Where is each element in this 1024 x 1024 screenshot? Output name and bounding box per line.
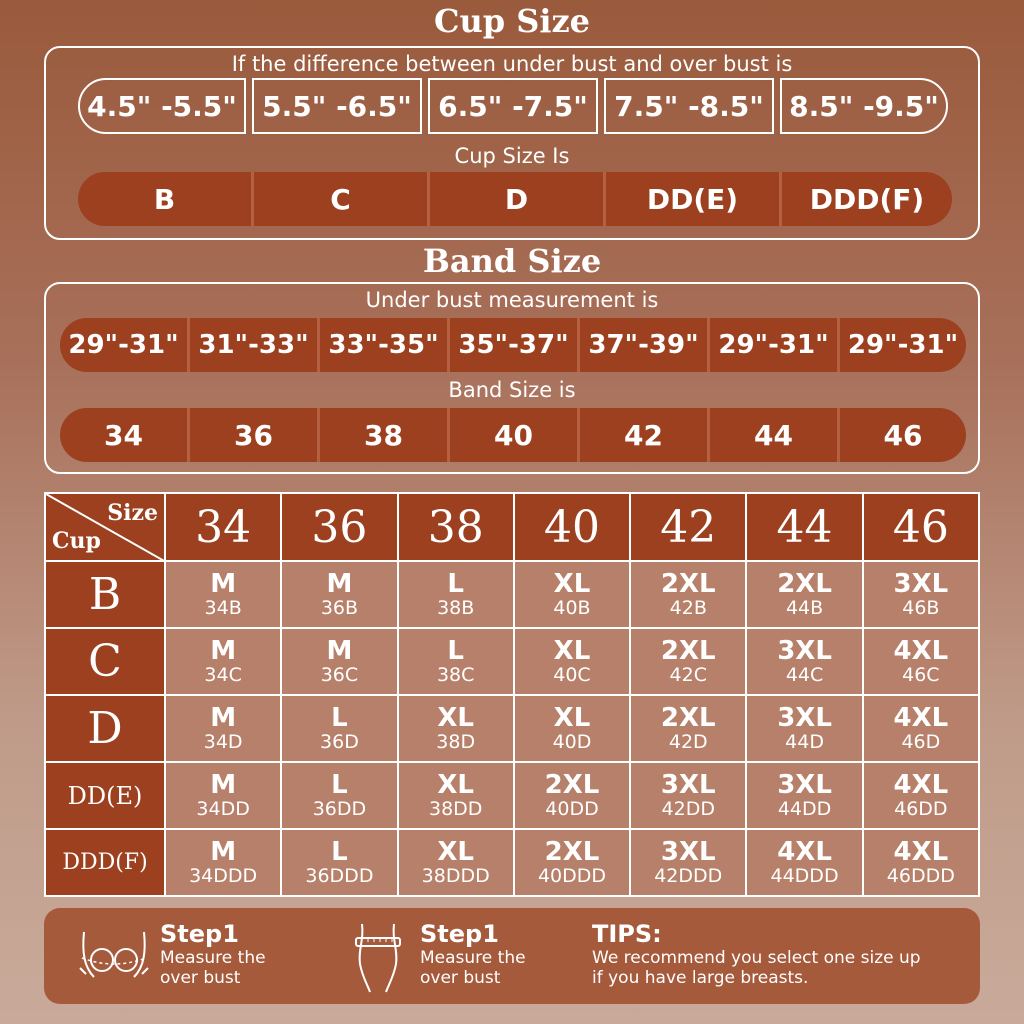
size-cell bbox=[165, 695, 281, 762]
size-cell bbox=[514, 561, 630, 628]
step-title: Step1 bbox=[420, 920, 499, 948]
column-header: 46 bbox=[863, 493, 979, 561]
size-cell bbox=[863, 695, 979, 762]
size-cell bbox=[281, 695, 397, 762]
waist-measure-icon bbox=[348, 920, 408, 994]
size-code: 38DD bbox=[428, 797, 483, 820]
band-range-4: 35"-37" bbox=[450, 318, 580, 372]
size-letter: L bbox=[331, 702, 348, 733]
band-range-7: 29"-31" bbox=[840, 318, 966, 372]
band-chip-38: 38 bbox=[320, 408, 450, 462]
size-cell bbox=[514, 762, 630, 829]
size-letter: 3XL bbox=[777, 635, 832, 666]
size-cell bbox=[514, 628, 630, 695]
cup-range-5: 8.5" -9.5" bbox=[780, 78, 948, 134]
cup-range-row bbox=[78, 78, 948, 134]
size-code: 40B bbox=[553, 596, 591, 619]
size-cell bbox=[746, 829, 862, 896]
step-text-line: Measure the bbox=[160, 948, 266, 968]
step-text-line: over bust bbox=[420, 968, 501, 988]
size-code: 38B bbox=[437, 596, 475, 619]
row-cup-label: DDD(F) bbox=[45, 829, 165, 896]
cup-size-result-label: Cup Size Is bbox=[454, 144, 570, 168]
size-cell bbox=[398, 561, 514, 628]
size-cell bbox=[863, 762, 979, 829]
bust-measure-icon bbox=[74, 922, 154, 992]
column-header: 44 bbox=[746, 493, 862, 561]
step-text-line: over bust bbox=[160, 968, 241, 988]
size-code: 46DD bbox=[894, 797, 948, 820]
size-letter: M bbox=[210, 769, 237, 800]
size-cell bbox=[281, 628, 397, 695]
cup-range-1: 4.5" -5.5" bbox=[78, 78, 246, 134]
size-code: 46C bbox=[902, 663, 940, 686]
band-size-result-label: Band Size is bbox=[448, 378, 576, 402]
column-header: 38 bbox=[398, 493, 514, 561]
band-size-intro: Under bust measurement is bbox=[365, 288, 659, 312]
table-corner-cell bbox=[45, 493, 165, 561]
size-letter: 2XL bbox=[777, 568, 832, 599]
size-letter: XL bbox=[553, 702, 591, 733]
cup-range-3: 6.5" -7.5" bbox=[428, 78, 598, 134]
size-code: 42DDD bbox=[654, 864, 723, 887]
size-code: 40D bbox=[552, 730, 592, 753]
size-letter: L bbox=[331, 836, 348, 867]
band-range-1: 29"-31" bbox=[60, 318, 190, 372]
size-letter: L bbox=[447, 635, 464, 666]
tips-title: TIPS: bbox=[592, 920, 662, 948]
size-cell bbox=[398, 762, 514, 829]
size-cell bbox=[398, 829, 514, 896]
tips-text-line: We recommend you select one size up bbox=[592, 948, 921, 968]
size-code: 38C bbox=[436, 663, 475, 686]
table-row bbox=[45, 695, 979, 762]
size-letter: 4XL bbox=[777, 836, 832, 867]
cup-chip-b: B bbox=[78, 172, 254, 226]
size-cell bbox=[398, 628, 514, 695]
size-letter: 2XL bbox=[660, 702, 716, 733]
size-code: 40DD bbox=[545, 797, 599, 820]
size-chart-table bbox=[44, 492, 980, 897]
size-cell bbox=[281, 829, 397, 896]
cup-chip-dd: DD(E) bbox=[606, 172, 782, 226]
size-letter: M bbox=[210, 635, 237, 666]
size-cell bbox=[165, 762, 281, 829]
size-letter: 4XL bbox=[893, 836, 949, 867]
band-size-title: Band Size bbox=[422, 242, 602, 280]
size-code: 36B bbox=[320, 596, 359, 619]
size-code: 46B bbox=[902, 596, 940, 619]
size-code: 34C bbox=[204, 663, 242, 686]
size-code: 40C bbox=[553, 663, 591, 686]
size-letter: M bbox=[210, 702, 237, 733]
size-cell bbox=[165, 561, 281, 628]
size-cell bbox=[630, 561, 746, 628]
size-letter: 3XL bbox=[777, 702, 832, 733]
size-cell bbox=[746, 561, 862, 628]
size-letter: 3XL bbox=[777, 769, 832, 800]
size-letter: M bbox=[326, 568, 353, 599]
table-header-row bbox=[45, 493, 979, 561]
size-letter: M bbox=[210, 836, 237, 867]
size-letter: 4XL bbox=[893, 635, 949, 666]
table-row bbox=[45, 762, 979, 829]
size-cell bbox=[281, 762, 397, 829]
size-cell bbox=[398, 695, 514, 762]
step-title: Step1 bbox=[160, 920, 239, 948]
size-letter: 2XL bbox=[660, 635, 716, 666]
band-chip-44: 44 bbox=[710, 408, 840, 462]
band-range-3: 33"-35" bbox=[320, 318, 450, 372]
cup-result-row bbox=[78, 172, 952, 226]
size-letter: 4XL bbox=[893, 702, 949, 733]
size-cell bbox=[165, 829, 281, 896]
row-cup-label: D bbox=[45, 695, 165, 762]
column-header: 40 bbox=[514, 493, 630, 561]
cup-range-2: 5.5" -6.5" bbox=[252, 78, 422, 134]
table-body bbox=[45, 561, 979, 896]
band-chip-46: 46 bbox=[840, 408, 966, 462]
size-code: 34DD bbox=[196, 797, 250, 820]
size-cell bbox=[630, 762, 746, 829]
cup-size-panel bbox=[44, 46, 980, 240]
size-letter: 3XL bbox=[660, 769, 716, 800]
corner-size-label: Size bbox=[107, 500, 158, 526]
band-chip-40: 40 bbox=[450, 408, 580, 462]
corner-cup-label: Cup bbox=[52, 528, 101, 554]
size-cell bbox=[514, 829, 630, 896]
size-code: 46DDD bbox=[886, 864, 955, 887]
size-cell bbox=[630, 829, 746, 896]
tips-text-line: if you have large breasts. bbox=[592, 968, 809, 988]
size-letter: M bbox=[210, 568, 237, 599]
tips-block bbox=[592, 920, 921, 988]
band-range-6: 29"-31" bbox=[710, 318, 840, 372]
size-letter: XL bbox=[553, 568, 591, 599]
size-cell bbox=[165, 628, 281, 695]
column-header: 34 bbox=[165, 493, 281, 561]
size-cell bbox=[281, 561, 397, 628]
size-cell bbox=[863, 628, 979, 695]
size-letter: 2XL bbox=[544, 769, 600, 800]
table-row bbox=[45, 829, 979, 896]
band-chip-34: 34 bbox=[60, 408, 190, 462]
step-text-line: Measure the bbox=[420, 948, 526, 968]
size-letter: L bbox=[447, 568, 464, 599]
band-chip-36: 36 bbox=[190, 408, 320, 462]
size-code: 44D bbox=[785, 730, 824, 753]
table-row bbox=[45, 561, 979, 628]
step-over-bust-a bbox=[160, 920, 266, 988]
size-cell bbox=[746, 695, 862, 762]
size-code: 44DD bbox=[777, 797, 832, 820]
size-code: 38D bbox=[436, 730, 476, 753]
step-over-bust-b bbox=[420, 920, 526, 988]
size-cell bbox=[746, 628, 862, 695]
cup-chip-d: D bbox=[430, 172, 606, 226]
size-code: 36C bbox=[320, 663, 359, 686]
size-letter: 2XL bbox=[660, 568, 716, 599]
size-code: 44B bbox=[785, 596, 824, 619]
row-cup-label: DD(E) bbox=[45, 762, 165, 829]
size-letter: 3XL bbox=[660, 836, 716, 867]
size-code: 42DD bbox=[661, 797, 715, 820]
size-code: 40DDD bbox=[537, 864, 607, 887]
band-range-row bbox=[60, 318, 966, 372]
row-cup-label: C bbox=[45, 628, 165, 695]
size-letter: 3XL bbox=[893, 568, 949, 599]
size-code: 34D bbox=[203, 730, 243, 753]
cup-size-title: Cup Size bbox=[433, 2, 591, 40]
size-letter: M bbox=[326, 635, 353, 666]
cup-chip-c: C bbox=[254, 172, 430, 226]
cup-chip-ddd: DDD(F) bbox=[782, 172, 952, 226]
size-cell bbox=[630, 695, 746, 762]
band-size-panel bbox=[44, 282, 980, 474]
size-code: 36D bbox=[320, 730, 359, 753]
size-code: 44DDD bbox=[770, 864, 839, 887]
size-cell bbox=[746, 762, 862, 829]
band-range-2: 31"-33" bbox=[190, 318, 320, 372]
size-letter: XL bbox=[553, 635, 591, 666]
table-row bbox=[45, 628, 979, 695]
size-code: 34DDD bbox=[189, 864, 258, 887]
row-cup-label: B bbox=[45, 561, 165, 628]
size-cell bbox=[863, 561, 979, 628]
size-code: 36DD bbox=[312, 797, 367, 820]
size-code: 36DDD bbox=[305, 864, 374, 887]
band-range-5: 37"-39" bbox=[580, 318, 710, 372]
column-header: 36 bbox=[281, 493, 397, 561]
size-letter: 4XL bbox=[893, 769, 949, 800]
column-header: 42 bbox=[630, 493, 746, 561]
cup-range-4: 7.5" -8.5" bbox=[604, 78, 774, 134]
size-code: 34B bbox=[204, 596, 242, 619]
band-result-row bbox=[60, 408, 966, 462]
band-chip-42: 42 bbox=[580, 408, 710, 462]
size-letter: XL bbox=[437, 769, 475, 800]
size-cell bbox=[863, 829, 979, 896]
size-code: 42B bbox=[669, 596, 707, 619]
footer-panel bbox=[44, 908, 980, 1004]
size-code: 42D bbox=[668, 730, 708, 753]
size-cell bbox=[514, 695, 630, 762]
size-code: 46D bbox=[901, 730, 941, 753]
cup-size-intro: If the difference between under bust and over bust is bbox=[231, 52, 793, 76]
size-cell bbox=[630, 628, 746, 695]
size-letter: 2XL bbox=[544, 836, 600, 867]
size-letter: XL bbox=[437, 836, 475, 867]
size-letter: XL bbox=[437, 702, 475, 733]
size-code: 42C bbox=[669, 663, 707, 686]
size-code: 38DDD bbox=[421, 864, 490, 887]
size-code: 44C bbox=[785, 663, 824, 686]
size-letter: L bbox=[331, 769, 348, 800]
